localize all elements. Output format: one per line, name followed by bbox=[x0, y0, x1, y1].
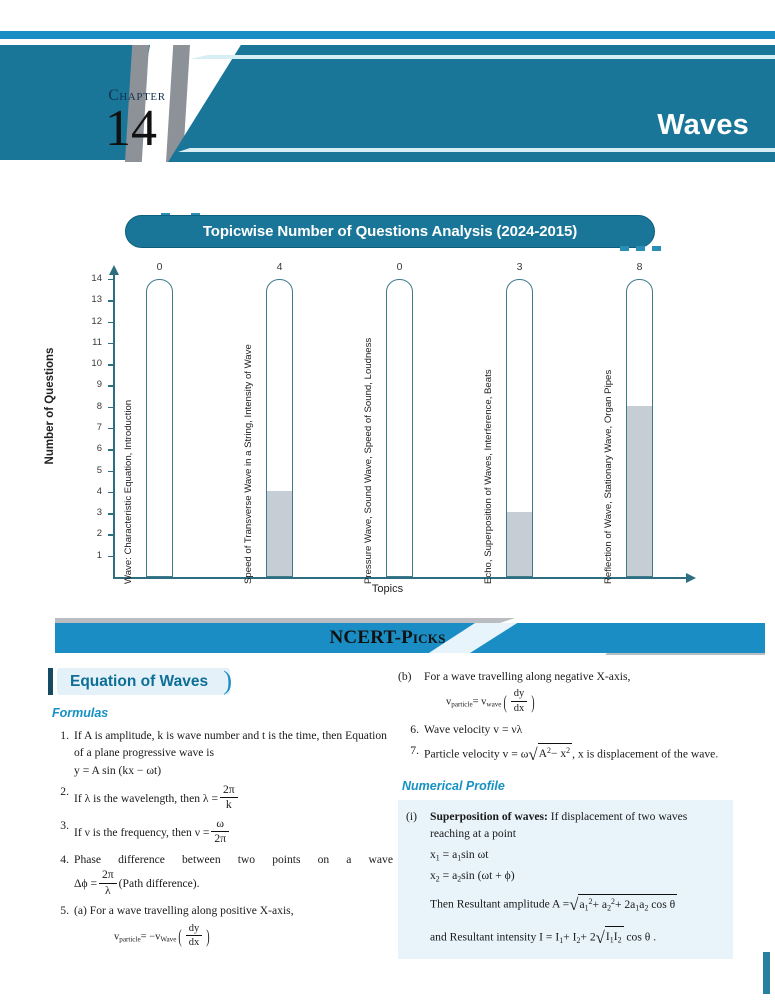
radical-body bbox=[578, 894, 677, 914]
radical-symbol: √ bbox=[569, 895, 579, 915]
y-axis-tick bbox=[108, 279, 114, 280]
formula-equation: y = A sin (kx − ωt) bbox=[74, 763, 162, 777]
heading-bracket-icon: ) bbox=[223, 666, 233, 695]
chart-bar-value: 0 bbox=[156, 261, 163, 273]
formula-number: 4. bbox=[60, 852, 69, 866]
formula-number: 2. bbox=[60, 784, 69, 798]
fraction-numerator: ω bbox=[211, 817, 229, 832]
chapter-title: Waves bbox=[657, 109, 749, 141]
chapter-header bbox=[0, 31, 775, 166]
term-a: a bbox=[639, 897, 645, 911]
y-axis bbox=[113, 273, 115, 578]
x1-rhs: = a bbox=[442, 847, 458, 861]
section-heading-text: Equation of Waves bbox=[70, 673, 209, 690]
radical bbox=[569, 892, 677, 917]
a1-exponent: 2 bbox=[588, 896, 593, 906]
chart-bar-value: 4 bbox=[276, 261, 283, 273]
fraction-denominator: k bbox=[225, 798, 232, 812]
equation-mid: = v bbox=[472, 696, 487, 708]
y-axis-tick bbox=[108, 534, 114, 535]
formula-equation bbox=[114, 922, 393, 949]
x-axis-arrow bbox=[686, 573, 696, 583]
y-axis-tick bbox=[108, 428, 114, 429]
formula-text: For a wave travelling along negative X-axis, bbox=[424, 670, 631, 683]
equation-resultant-amplitude bbox=[430, 892, 723, 917]
y-axis-tick-label: 1 bbox=[96, 549, 102, 561]
term-plus-2a: + 2a bbox=[614, 897, 636, 911]
x1-tail: sin ωt bbox=[461, 847, 489, 861]
chart-bar-fill bbox=[507, 512, 532, 576]
x-axis bbox=[113, 577, 688, 579]
formulas-subheading: Formulas bbox=[52, 706, 109, 720]
formula-item-6 bbox=[398, 721, 733, 738]
radical-body bbox=[538, 743, 572, 762]
x1-lhs: x bbox=[430, 847, 436, 861]
equation-subscript: wave bbox=[486, 701, 502, 710]
radical-symbol: √ bbox=[528, 745, 538, 765]
equation-lhs: v bbox=[446, 696, 452, 708]
y-axis-label: Number of Questions bbox=[44, 347, 56, 465]
y-axis-tick bbox=[108, 364, 114, 365]
term-plus-a2: + a bbox=[592, 897, 608, 911]
fraction bbox=[220, 783, 238, 813]
page-edge-mark bbox=[763, 952, 770, 994]
formula-text: Wave velocity v = νλ bbox=[424, 722, 523, 736]
sub-item-label: (b) bbox=[398, 670, 412, 683]
y-axis-tick-label: 8 bbox=[96, 400, 102, 412]
formula-number: 1. bbox=[60, 728, 69, 742]
y-axis-tick bbox=[108, 343, 114, 344]
term-i1: I bbox=[605, 930, 610, 943]
chapter-number: 14 bbox=[105, 100, 157, 157]
y-axis-tick bbox=[108, 492, 114, 493]
chart-bar bbox=[266, 279, 293, 577]
fraction-numerator: 2π bbox=[220, 783, 238, 798]
y-axis-tick bbox=[108, 471, 114, 472]
intensity-cos: cos θ . bbox=[626, 929, 657, 943]
equation-subscript: particle bbox=[119, 935, 141, 944]
equation-tail: (Path difference). bbox=[118, 877, 200, 891]
x2-subscript: 2 bbox=[435, 874, 440, 884]
paren-open: ( bbox=[503, 692, 507, 714]
chart-category-label: Pressure Wave, Sound Wave, Speed of Sound, Loudness bbox=[363, 337, 374, 584]
formula-item-5b bbox=[398, 668, 733, 715]
fraction-denominator: λ bbox=[105, 883, 111, 897]
fraction bbox=[511, 687, 528, 714]
amplitude-lead: Then Resultant amplitude A = bbox=[430, 897, 570, 911]
formula-item-3 bbox=[48, 817, 393, 847]
chart-category-label: Wave: Characteristic Equation, Introduction bbox=[123, 399, 134, 584]
pill-nub bbox=[636, 246, 645, 251]
y-axis-tick-label: 2 bbox=[96, 528, 102, 540]
fraction-denominator: dx bbox=[188, 936, 200, 948]
radical-symbol: √ bbox=[595, 927, 605, 947]
fraction bbox=[186, 922, 203, 949]
chapter-word: Chapter bbox=[108, 87, 166, 104]
y-axis-tick-label: 11 bbox=[92, 336, 102, 348]
omega-symbol: ω bbox=[520, 747, 529, 761]
y-axis-tick-label: 3 bbox=[96, 507, 102, 519]
equation-lhs: Δϕ = bbox=[74, 877, 97, 891]
item-intro: If displacement of two waves reaching at a point bbox=[430, 810, 688, 841]
paren-open: ( bbox=[178, 926, 182, 948]
fraction-numerator: dy bbox=[186, 922, 203, 936]
chart-category-label: Speed of Transverse Wave in a String, Intensity of Wave bbox=[243, 344, 254, 584]
y-axis-tick-label: 14 bbox=[91, 273, 102, 284]
chart-bar bbox=[386, 279, 413, 577]
pill-nub bbox=[652, 246, 661, 251]
formula-item-2 bbox=[48, 783, 393, 813]
radicand-minus: − x bbox=[550, 747, 567, 761]
exponent: 2 bbox=[546, 746, 551, 756]
fraction bbox=[99, 868, 117, 898]
a1-subscript: 1 bbox=[584, 903, 589, 913]
formula-text: Phase difference between two points on a wave bbox=[74, 852, 393, 866]
equation-x1 bbox=[430, 846, 723, 864]
formula-list bbox=[48, 727, 393, 949]
radicand-a: A bbox=[538, 747, 547, 761]
x2-tail: sin (ωt + ϕ) bbox=[461, 869, 515, 883]
y-axis-tick-label: 4 bbox=[96, 485, 102, 497]
formula-item-5 bbox=[48, 902, 393, 949]
a2-subscript: 2 bbox=[457, 874, 462, 884]
a1-subscript: 1 bbox=[457, 853, 462, 863]
term-a1: a bbox=[579, 897, 585, 911]
pill-nub bbox=[620, 246, 629, 251]
header-rule-bottom bbox=[178, 148, 775, 152]
left-column bbox=[48, 668, 393, 953]
x1-subscript: 1 bbox=[435, 853, 440, 863]
y-axis-tick-label: 13 bbox=[91, 294, 102, 306]
radical-body bbox=[605, 926, 624, 946]
intensity-mid: + I bbox=[563, 929, 577, 943]
exponent: 2 bbox=[566, 746, 571, 756]
y-axis-tick-label: 5 bbox=[96, 464, 102, 476]
y-axis-tick-label: 7 bbox=[96, 422, 102, 433]
header-right-band bbox=[168, 45, 775, 162]
fraction-numerator: dy bbox=[511, 687, 528, 701]
chart-bar-value: 3 bbox=[516, 261, 523, 273]
y-axis-tick-label: 10 bbox=[91, 358, 102, 370]
fraction-denominator: 2π bbox=[214, 832, 227, 846]
formula-number: 3. bbox=[60, 818, 69, 832]
fraction bbox=[211, 817, 229, 847]
header-rule-top bbox=[190, 55, 775, 59]
formula-tail: , x is displacement of the wave. bbox=[572, 747, 719, 761]
formula-text: Particle velocity v = bbox=[424, 747, 518, 761]
paren-close: ) bbox=[206, 926, 210, 948]
questions-analysis-chart bbox=[0, 205, 775, 605]
chart-bar bbox=[626, 279, 653, 577]
b2-subscript: 2 bbox=[644, 903, 649, 913]
intensity-plus: + 2 bbox=[580, 929, 596, 943]
term-cos: cos θ bbox=[651, 897, 676, 911]
formula-text: If λ is the wavelength, then λ = bbox=[74, 792, 218, 806]
numerical-item bbox=[404, 808, 723, 950]
x2-lhs: x bbox=[430, 869, 436, 883]
radical bbox=[596, 925, 624, 950]
chart-bar-fill bbox=[627, 406, 652, 576]
chart-category-label: Reflection of Wave, Stationary Wave, Organ Pipes bbox=[603, 369, 614, 584]
chart-bar-value: 8 bbox=[636, 261, 643, 273]
chart-title: Topicwise Number of Questions Analysis (2024-2015) bbox=[125, 215, 655, 248]
term-i2: I bbox=[613, 930, 618, 943]
chart-bar bbox=[506, 279, 533, 577]
numerical-profile-subheading: Numerical Profile bbox=[402, 779, 505, 794]
formula-item-7 bbox=[398, 742, 733, 767]
section-heading-equation-of-waves bbox=[48, 666, 233, 695]
a2-exponent: 2 bbox=[611, 896, 615, 906]
radical bbox=[528, 742, 572, 767]
equation-resultant-intensity bbox=[430, 925, 723, 950]
sub-item-label: (a) bbox=[74, 904, 87, 918]
ncert-picks-label: NCERT-Picks bbox=[329, 627, 446, 648]
x-axis-label: Topics bbox=[371, 583, 404, 595]
y-axis-tick bbox=[108, 300, 114, 301]
formula-item-4 bbox=[48, 851, 393, 898]
equation-mid: = −v bbox=[140, 930, 161, 942]
fraction-numerator: 2π bbox=[99, 868, 117, 883]
numerical-profile-box bbox=[398, 800, 733, 959]
ncert-picks-banner bbox=[0, 618, 775, 656]
equation-subscript: Wave bbox=[160, 935, 177, 944]
chart-bar-value: 0 bbox=[396, 261, 403, 273]
header-top-strip bbox=[0, 31, 775, 39]
y-axis-tick bbox=[108, 407, 114, 408]
b1-subscript: 1 bbox=[635, 903, 640, 913]
equation-lhs: v bbox=[114, 930, 120, 942]
chart-category-label: Echo, Superposition of Waves, Interference, Beats bbox=[483, 369, 494, 584]
i1-subscript: 1 bbox=[559, 935, 564, 945]
formula-number: 5. bbox=[60, 904, 69, 918]
x2-rhs: = a bbox=[442, 869, 458, 883]
paren-close: ) bbox=[531, 692, 535, 714]
i2-subscript: 2 bbox=[576, 935, 581, 945]
formula-equation bbox=[74, 868, 393, 898]
item-label: (i) bbox=[406, 810, 417, 823]
fraction-denominator: dx bbox=[513, 702, 525, 714]
y-axis-tick bbox=[108, 449, 114, 450]
a2-subscript: 2 bbox=[607, 903, 612, 913]
y-axis-tick-label: 12 bbox=[91, 315, 102, 327]
formula-list-continued bbox=[398, 721, 733, 768]
y-axis-tick bbox=[108, 385, 114, 386]
equation-subscript: particle bbox=[451, 701, 473, 710]
formula-text: For a wave travelling along positive X-axis, bbox=[89, 904, 294, 918]
formula-number: 6. bbox=[410, 722, 419, 736]
intensity-lead: and Resultant intensity I = I bbox=[430, 929, 560, 943]
y-axis-tick bbox=[108, 556, 114, 557]
chart-bar bbox=[146, 279, 173, 577]
formula-equation bbox=[446, 687, 733, 714]
y-axis-tick bbox=[108, 322, 114, 323]
formula-text: If ν is the frequency, then ν = bbox=[74, 826, 210, 839]
formula-number: 7. bbox=[410, 744, 419, 758]
item-title: Superposition of waves: bbox=[430, 810, 548, 823]
i2-subscript: 2 bbox=[617, 935, 622, 945]
right-column bbox=[398, 668, 733, 959]
formula-text: If A is amplitude, k is wave number and t is the time, then Equation of a plane progressive wave is bbox=[74, 728, 387, 760]
y-axis-tick-label: 9 bbox=[96, 379, 102, 391]
i1-subscript: 1 bbox=[609, 935, 614, 945]
formula-item-1 bbox=[48, 727, 393, 779]
equation-x2 bbox=[430, 867, 723, 885]
y-axis-tick bbox=[108, 513, 114, 514]
chart-bar-fill bbox=[267, 491, 292, 576]
y-axis-tick-label: 6 bbox=[96, 443, 102, 455]
